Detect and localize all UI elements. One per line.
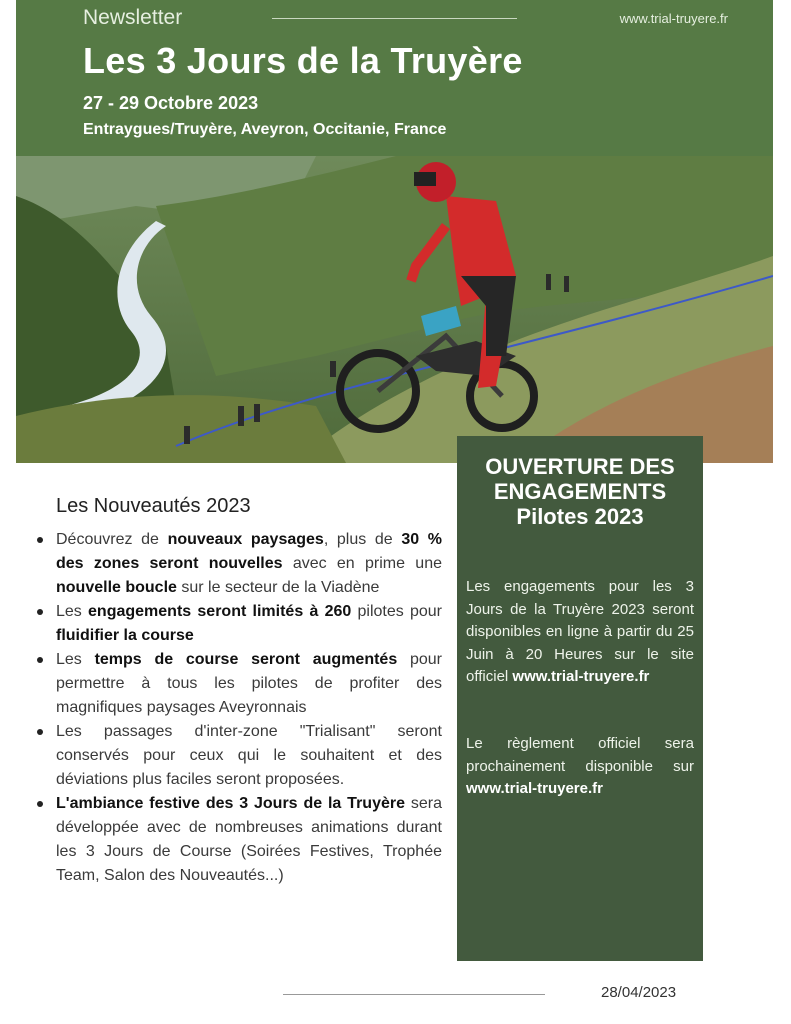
list-item: Les passages d'inter-zone "Trialisant" seront conservés pour ceux qui le souhaitent et des déviations plus faciles seront proposées.: [34, 720, 442, 792]
rules-text: Le règlement officiel sera prochainement disponible sur www.trial-truyere.fr: [466, 735, 694, 797]
publication-date: 28/04/2023: [601, 984, 677, 1001]
hero-photo: [16, 156, 773, 463]
rules-link[interactable]: www.trial-truyere.fr: [466, 780, 603, 797]
page-title: Les 3 Jours de la Truyère: [83, 40, 523, 81]
trial-rider-illustration: [16, 156, 773, 463]
header-divider: [272, 18, 517, 19]
registration-text: Les engagements pour les 3 Jours de la Truyère 2023 seront disponibles en ligne à partir du 25 Juin à 20 Heures sur le site officiel www.trial-truyere.fr: [466, 578, 694, 685]
news-section-title: Les Nouveautés 2023: [56, 495, 251, 517]
list-item: Découvrez de nouveaux paysages, plus de 30 % des zones seront nouvelles avec en prime une nouvelle boucle sur le secteur de la Viadène: [34, 528, 442, 600]
event-dates: 27 - 29 Octobre 2023: [83, 93, 259, 113]
registration-panel: [457, 436, 703, 961]
website-link[interactable]: www.trial-truyere.fr: [619, 11, 728, 26]
list-item: Les temps de course seront augmentés pour permettre à tous les pilotes de profiter des magnifiques paysages Aveyronnais: [34, 648, 442, 720]
list-item: Les engagements seront limités à 260 pilotes pour fluidifier la course: [34, 600, 442, 648]
header-banner: [16, 0, 773, 156]
news-list: [34, 528, 442, 888]
footer-divider: [283, 994, 545, 995]
registration-link[interactable]: www.trial-truyere.fr: [512, 668, 650, 685]
registration-title: OUVERTURE DES ENGAGEMENTS Pilotes 2023: [485, 454, 675, 529]
event-location: Entraygues/Truyère, Aveyron, Occitanie, France: [83, 121, 447, 138]
list-item: L'ambiance festive des 3 Jours de la Truyère sera développée avec de nombreuses animations durant les 3 Jours de Course (Soirées Festives, Trophée Team, Salon des Nouveautés...): [34, 792, 442, 888]
newsletter-label: Newsletter: [83, 6, 183, 29]
